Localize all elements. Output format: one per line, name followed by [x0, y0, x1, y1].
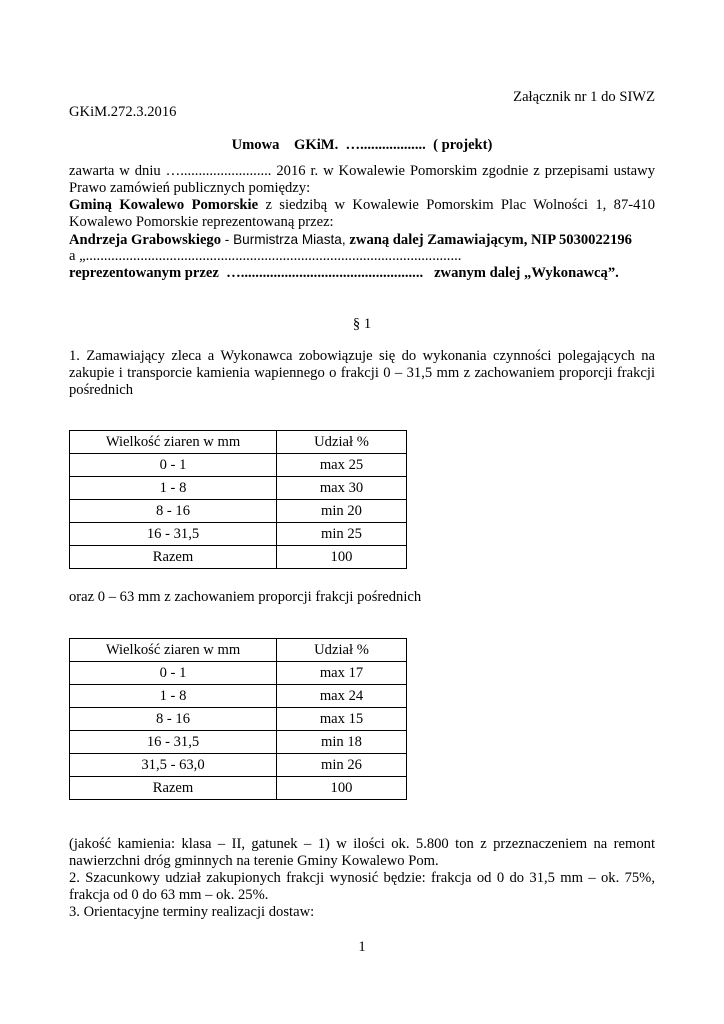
- attachment-label: Załącznik nr 1 do SIWZ: [513, 89, 655, 105]
- fraction-table-31-5: [69, 430, 407, 569]
- share-cell: 100: [277, 777, 407, 800]
- contractor-line: reprezentowanym przez ….................................................. zwanym dalej „Wykonawcą”.: [69, 265, 619, 281]
- table-row: [70, 523, 407, 546]
- table-row: [70, 477, 407, 500]
- intro-line-3: [69, 197, 655, 214]
- grain-size-cell: 8 - 16: [70, 500, 277, 523]
- closing-line-3: 2. Szacunkowy udział zakupionych frakcji wynosić będzie: frakcja od 0 do 31,5 mm – ok. 75%,: [69, 870, 655, 886]
- share-cell: max 24: [277, 685, 407, 708]
- table-row: [70, 708, 407, 731]
- share-cell: min 20: [277, 500, 407, 523]
- client-designation: zwaną dalej Zamawiającym, NIP 5030022196: [349, 232, 632, 248]
- table-row: [70, 500, 407, 523]
- intro-line-4: Kowalewo Pomorskie reprezentowaną przez:: [69, 214, 334, 230]
- grain-size-cell: 8 - 16: [70, 708, 277, 731]
- grain-size-cell: Razem: [70, 777, 277, 800]
- grain-size-cell: 16 - 31,5: [70, 731, 277, 754]
- table-row: [70, 546, 407, 569]
- municipality-address: z siedzibą w Kowalewie Pomorskim Plac Wolności 1, 87-410: [258, 197, 655, 213]
- document-title: Umowa GKiM. ….................. ( projekt): [231, 137, 493, 153]
- section-number: § 1: [352, 316, 372, 332]
- paragraph-1-line-2: zakupie i transporcie kamienia wapiennego o frakcji 0 – 31,5 mm z zachowaniem proporcji frakcji: [69, 365, 655, 381]
- share-cell: max 15: [277, 708, 407, 731]
- share-cell: max 25: [277, 454, 407, 477]
- column-header-grain-size: Wielkość ziaren w mm: [70, 431, 277, 454]
- table-row: [70, 662, 407, 685]
- table-row: [70, 731, 407, 754]
- intro-line-5: [69, 231, 632, 249]
- grain-size-cell: 1 - 8: [70, 685, 277, 708]
- intro-line-1: zawarta w dniu …......................... 2016 r. w Kowalewie Pomorskim zgodnie z przepisami ustawy: [69, 163, 655, 179]
- column-header-share: Udział %: [277, 639, 407, 662]
- grain-size-cell: 31,5 - 63,0: [70, 754, 277, 777]
- table-row: [70, 685, 407, 708]
- municipality-name: Gminą Kowalewo Pomorskie: [69, 197, 259, 213]
- share-cell: 100: [277, 546, 407, 569]
- representative-name: Andrzeja Grabowskiego: [69, 232, 222, 248]
- grain-size-cell: Razem: [70, 546, 277, 569]
- column-header-grain-size: Wielkość ziaren w mm: [70, 639, 277, 662]
- column-header-share: Udział %: [277, 431, 407, 454]
- closing-line-4: frakcja od 0 do 63 mm – ok. 25%.: [69, 887, 269, 903]
- intro-line-6: a „.......................................................................................................: [69, 248, 462, 264]
- grain-size-cell: 16 - 31,5: [70, 523, 277, 546]
- grain-size-cell: 1 - 8: [70, 477, 277, 500]
- table-header-row: [70, 431, 407, 454]
- fraction-table-63: [69, 638, 407, 800]
- closing-line-1: (jakość kamienia: klasa – II, gatunek – 1) w ilości ok. 5.800 ton z przeznaczeniem na remont: [69, 836, 655, 852]
- representative-role: - Burmistrza Miasta,: [221, 232, 350, 247]
- share-cell: min 26: [277, 754, 407, 777]
- reference-number: GKiM.272.3.2016: [69, 104, 177, 120]
- between-tables-text: oraz 0 – 63 mm z zachowaniem proporcji frakcji pośrednich: [69, 589, 422, 605]
- share-cell: max 30: [277, 477, 407, 500]
- paragraph-1-line-3: pośrednich: [69, 382, 134, 398]
- table-row: [70, 777, 407, 800]
- table-row: [70, 754, 407, 777]
- page-number: 1: [358, 939, 366, 955]
- paragraph-1-line-1: 1. Zamawiający zleca a Wykonawca zobowiązuje się do wykonania czynności polegających na: [69, 348, 655, 364]
- intro-line-2: Prawo zamówień publicznych pomiędzy:: [69, 180, 311, 196]
- closing-line-5: 3. Orientacyjne terminy realizacji dostaw:: [69, 904, 315, 920]
- share-cell: min 18: [277, 731, 407, 754]
- table-row: [70, 454, 407, 477]
- table-header-row: [70, 639, 407, 662]
- closing-line-2: nawierzchni dróg gminnych na terenie Gminy Kowalewo Pom.: [69, 853, 439, 869]
- grain-size-cell: 0 - 1: [70, 662, 277, 685]
- share-cell: max 17: [277, 662, 407, 685]
- share-cell: min 25: [277, 523, 407, 546]
- grain-size-cell: 0 - 1: [70, 454, 277, 477]
